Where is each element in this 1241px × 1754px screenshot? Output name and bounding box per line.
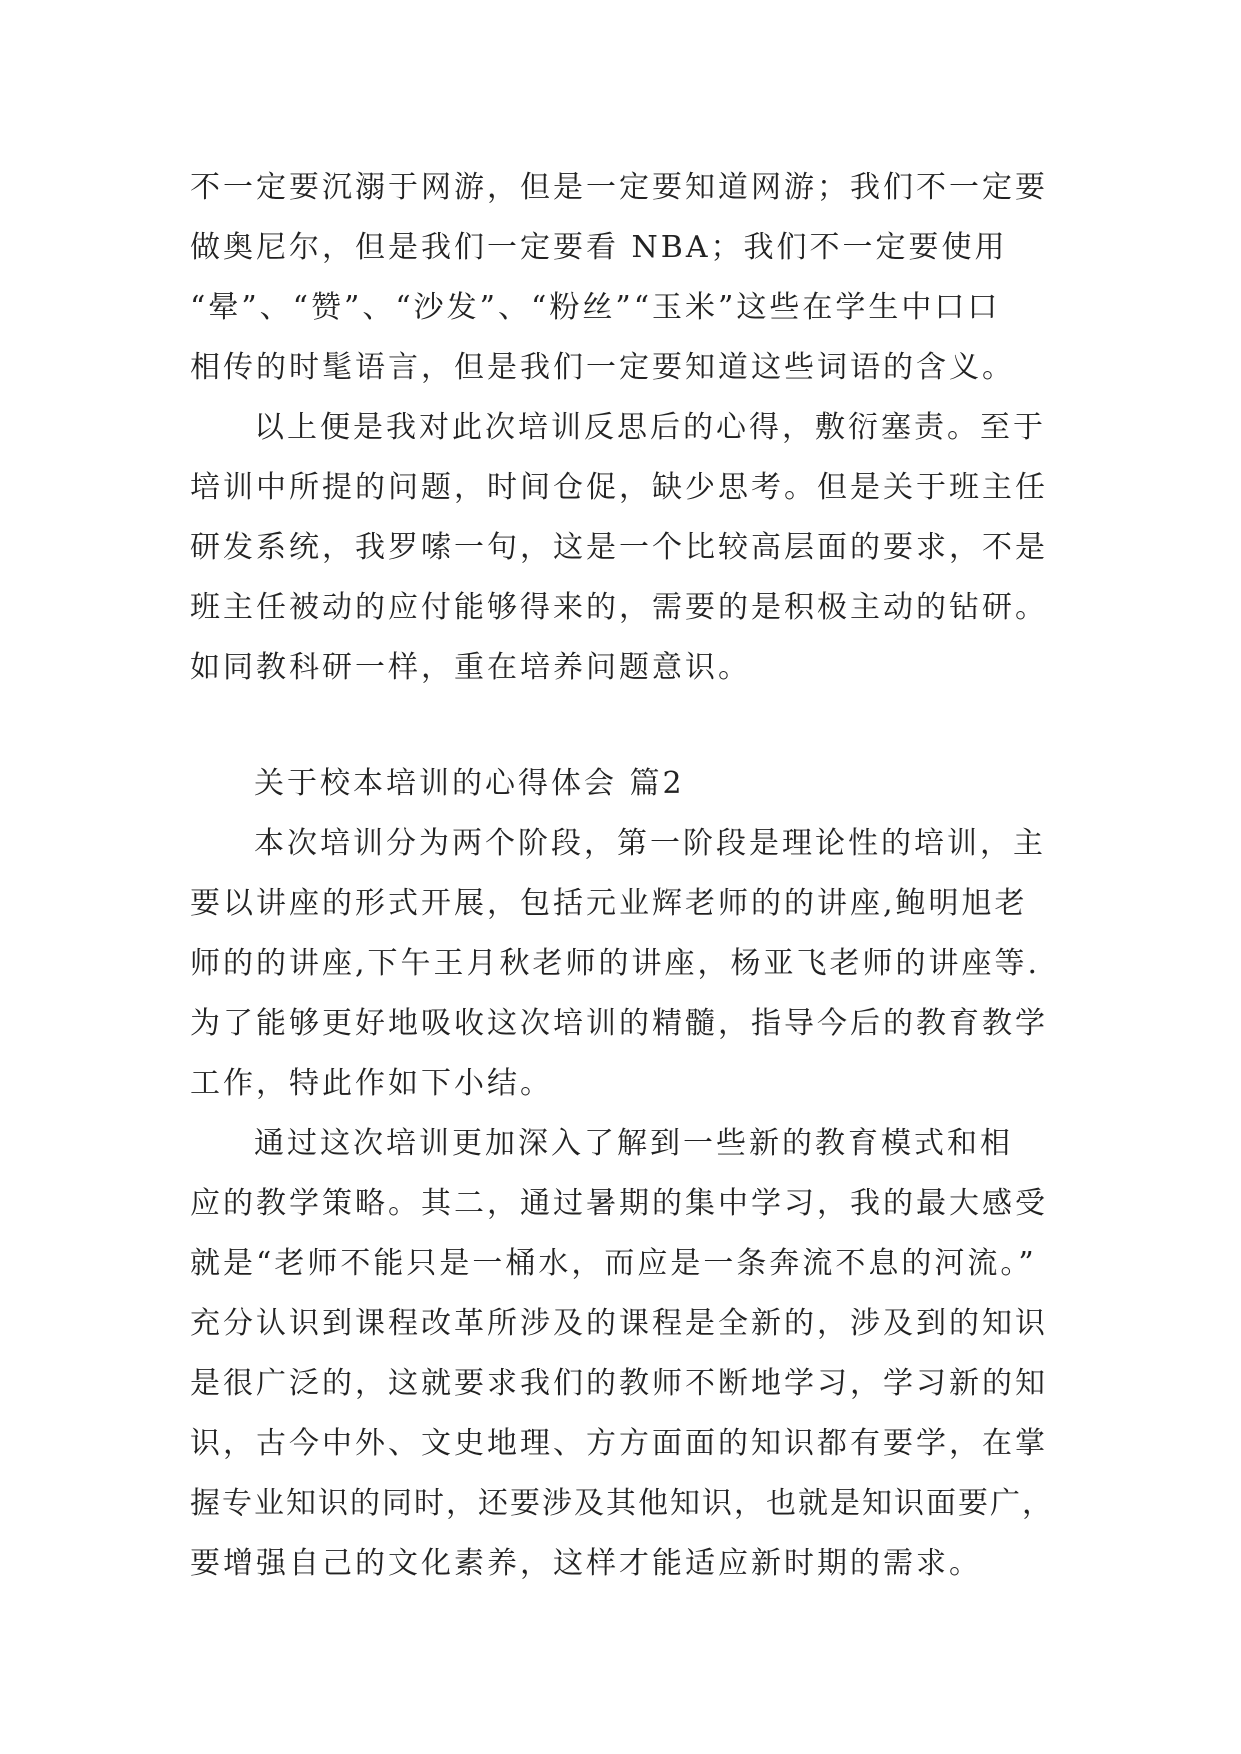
text-line: 是很广泛的，这就要求我们的教师不断地学习，学习新的知 — [190, 1366, 1048, 1401]
text-line: 握专业知识的同时，还要涉及其他知识，也就是知识面要广， — [190, 1486, 1054, 1521]
text-line: 工作，特此作如下小结。 — [190, 1066, 553, 1101]
text-line: 充分认识到课程改革所涉及的课程是全新的，涉及到的知识 — [190, 1306, 1048, 1341]
text-line: 如同教科研一样，重在培养问题意识。 — [190, 650, 751, 685]
text-line: 培训中所提的问题，时间仓促，缺少思考。但是关于班主任 — [190, 470, 1048, 505]
text-line: 班主任被动的应付能够得来的，需要的是积极主动的钻研。 — [190, 590, 1048, 625]
text-line: 师的的讲座,下午王月秋老师的讲座，杨亚飞老师的讲座等. — [190, 946, 1041, 981]
section-spacer — [190, 698, 1060, 754]
text-line: 应的教学策略。其二，通过暑期的集中学习，我的最大感受 — [190, 1186, 1048, 1221]
paragraph-reflection — [190, 398, 1060, 698]
text-line: 研发系统，我罗嗦一句，这是一个比较高层面的要求，不是 — [190, 530, 1048, 565]
paragraph-training-stages — [190, 814, 1060, 1114]
text-line: “晕”、“赞”、“沙发”、“粉丝”“玉米”这些在学生中口口 — [190, 290, 1001, 325]
text-line: 本次培训分为两个阶段，第一阶段是理论性的培训，主 — [254, 826, 1046, 861]
text-line: 相传的时髦语言，但是我们一定要知道这些词语的含义。 — [190, 350, 1015, 385]
paragraph-continuation — [190, 158, 1060, 398]
text-line: 要增强自己的文化素养，这样才能适应新时期的需求。 — [190, 1546, 982, 1581]
text-line: 不一定要沉溺于网游，但是一定要知道网游；我们不一定要 — [190, 170, 1048, 205]
paragraph-learning — [190, 1114, 1060, 1594]
text-line: 通过这次培训更加深入了解到一些新的教育模式和相 — [254, 1126, 1013, 1161]
text-line: 要以讲座的形式开展，包括元业辉老师的的讲座,鲍明旭老 — [190, 886, 1028, 921]
document-page — [190, 158, 1060, 1594]
text-line: 以上便是我对此次培训反思后的心得，敷衍塞责。至于 — [254, 410, 1046, 445]
text-line: 识，古今中外、文史地理、方方面面的知识都有要学，在掌 — [190, 1426, 1048, 1461]
text-line: 就是“老师不能只是一桶水，而应是一条奔流不息的河流。” — [190, 1246, 1037, 1281]
text-line: 为了能够更好地吸收这次培训的精髓，指导今后的教育教学 — [190, 1006, 1048, 1041]
section-heading: 关于校本培训的心得体会 篇2 — [254, 766, 685, 801]
text-line: 做奥尼尔，但是我们一定要看 NBA；我们不一定要使用 — [190, 230, 1008, 265]
